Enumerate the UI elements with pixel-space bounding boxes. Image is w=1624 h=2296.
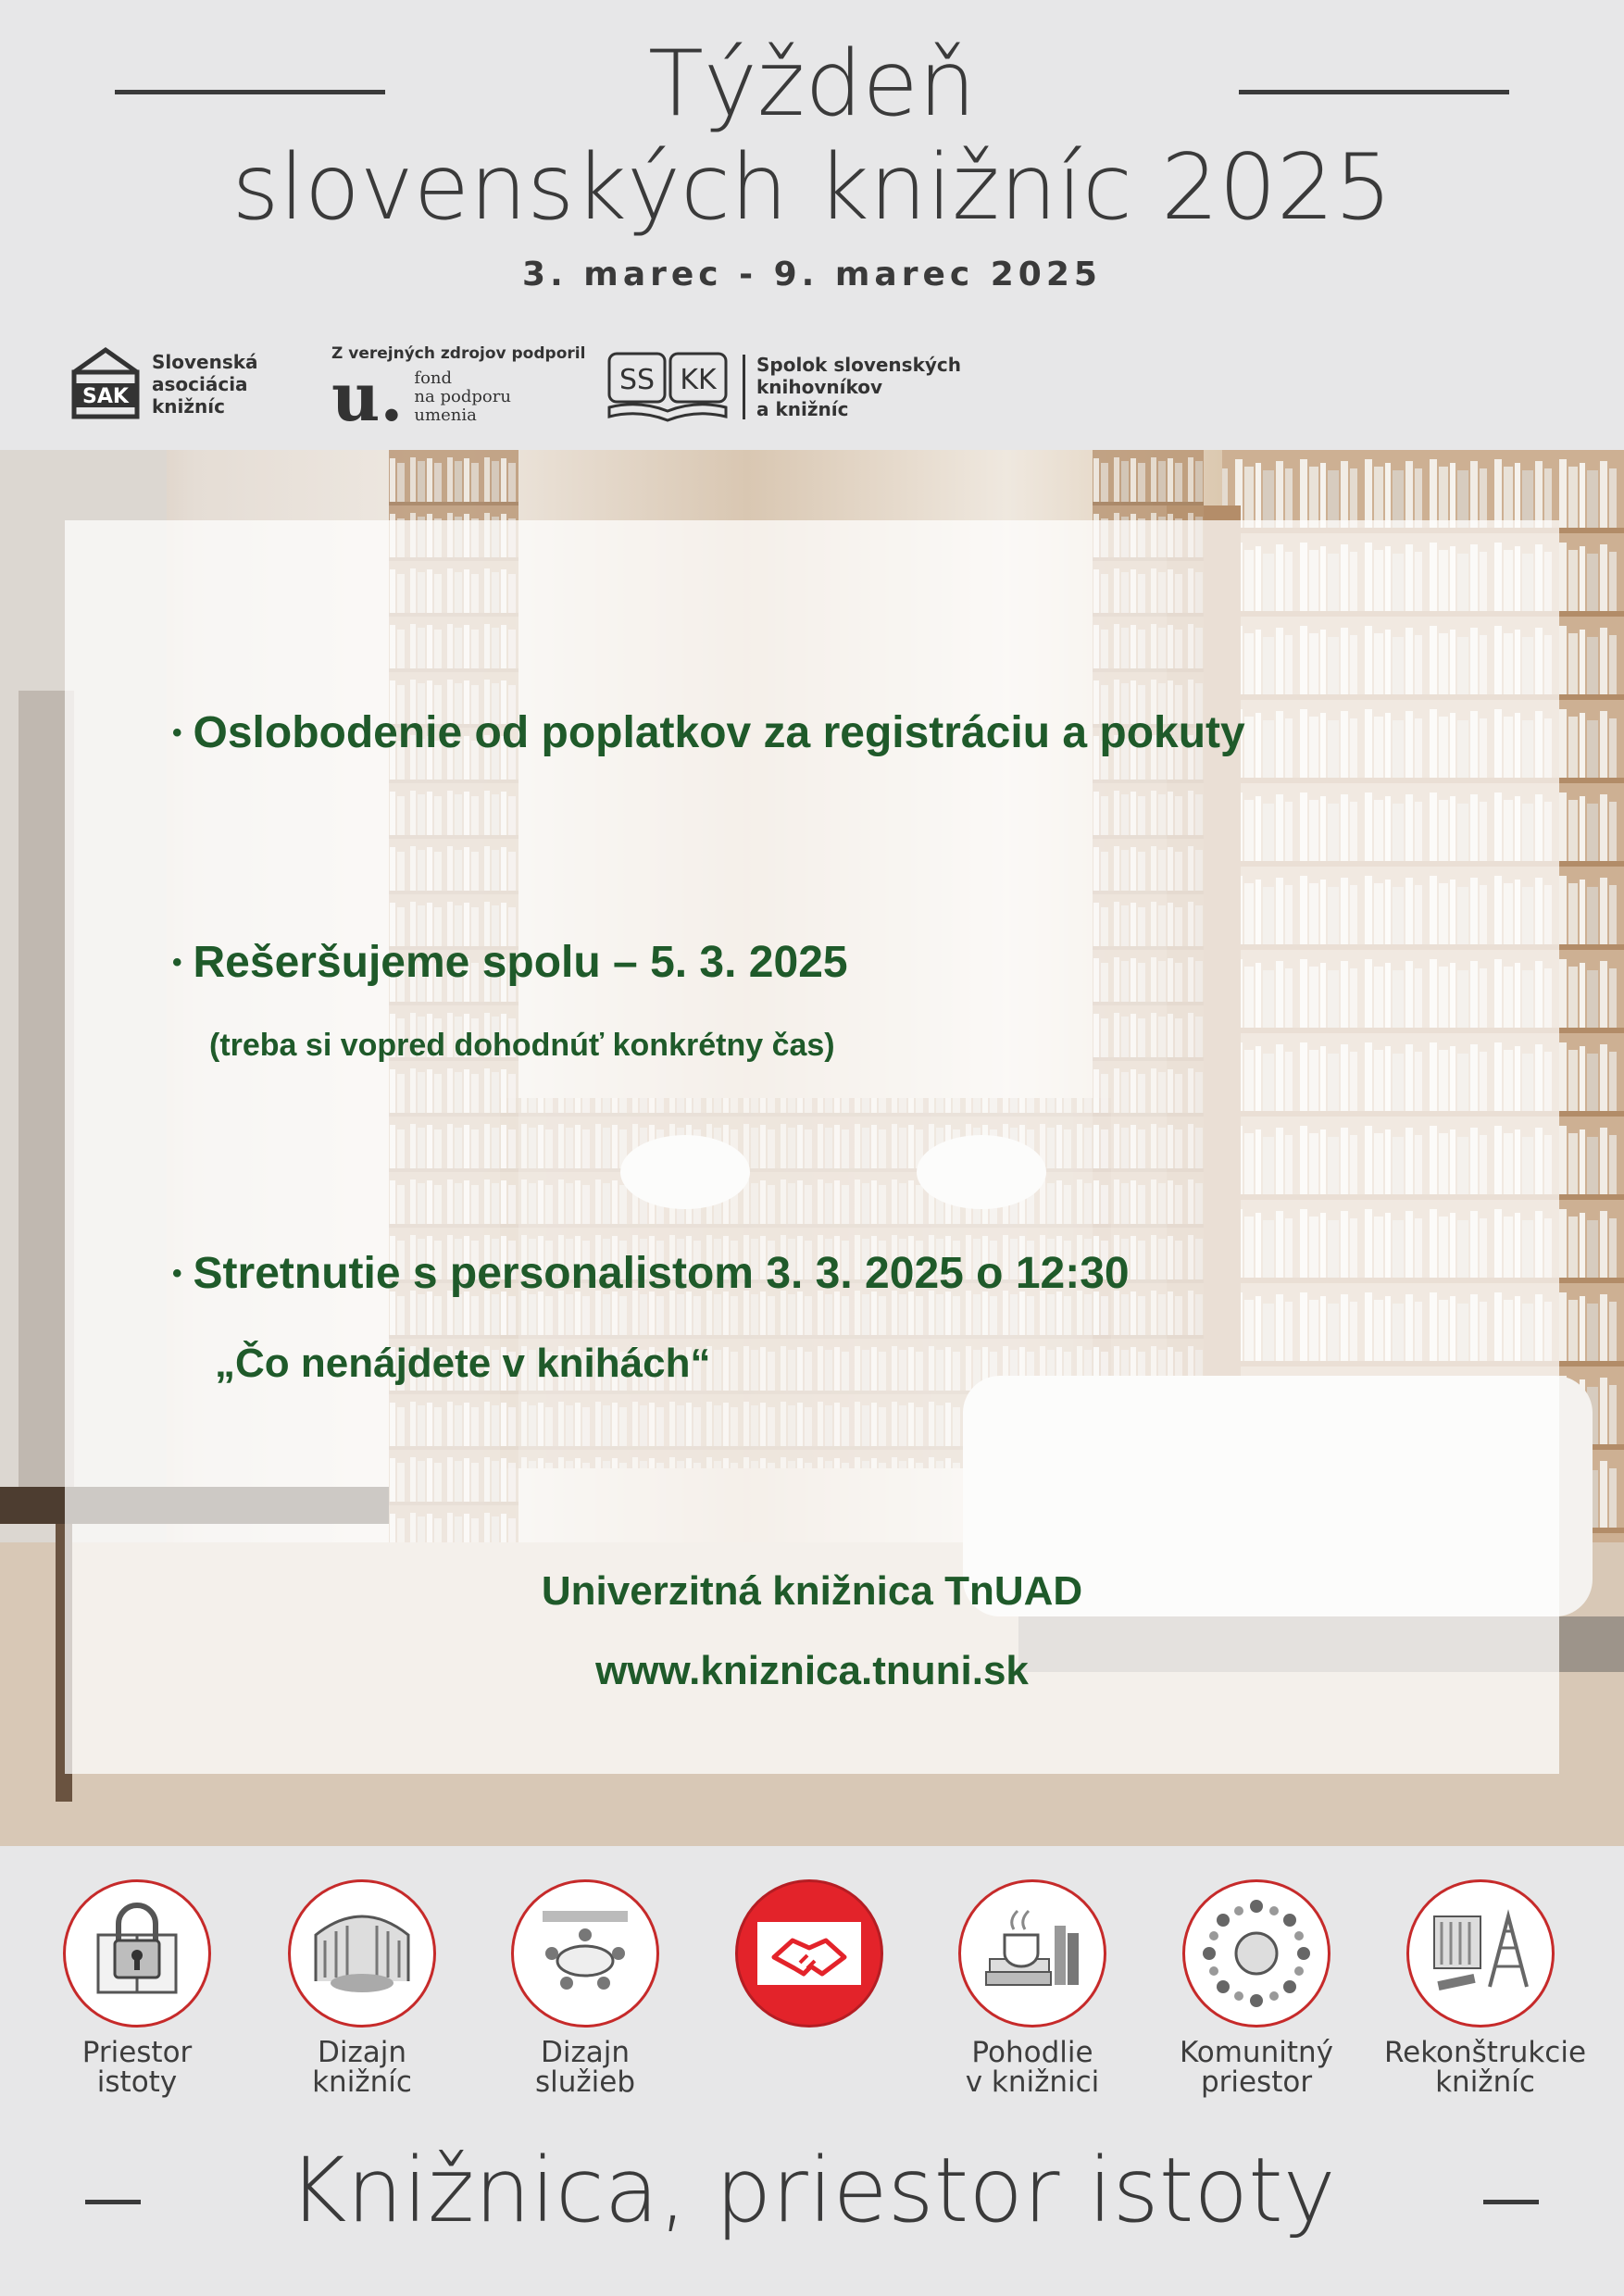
event-dates: 3. marec - 9. marec 2025: [522, 256, 1102, 293]
fpu-line: fond: [414, 368, 453, 388]
sskk-logo: [604, 350, 961, 424]
fpu-logo: [331, 344, 586, 436]
sskk-logo-icon: [604, 350, 731, 424]
fpu-line: na podporu: [414, 387, 511, 406]
offer-item-research: [172, 937, 848, 988]
theme-label: Priestor istoty: [81, 2036, 193, 2099]
bullet: •: [172, 718, 182, 748]
svg-text:KK: KK: [680, 364, 717, 396]
bullet: •: [172, 1258, 182, 1289]
sak-logo-icon: [69, 344, 143, 424]
organization-name: Univerzitná knižnica TnUAD: [541, 1568, 1083, 1614]
sak-line: Slovenská: [152, 351, 258, 373]
padlock-book-icon: [63, 1879, 211, 2028]
offer-text: Stretnutie s personalistom 3. 3. 2025 o 12:30: [193, 1249, 1130, 1298]
sskk-line: Spolok slovenských: [756, 354, 961, 376]
page-title-line1: Týždeň: [648, 31, 976, 137]
sak-logo: [69, 344, 258, 424]
fpu-mark: u.: [331, 357, 404, 436]
sak-line: asociácia: [152, 373, 248, 395]
fpu-caption: Z verejných zdrojov podporil: [331, 344, 586, 363]
coffee-books-icon: [958, 1879, 1106, 2028]
page-title-line2: slovenských knižníc 2025: [231, 135, 1393, 241]
offer-item-meeting: [172, 1248, 1130, 1299]
theme-label: Dizajn služieb: [534, 2036, 636, 2099]
offer-note-research: (treba si vopred dohodnúť konkrétny čas): [209, 1028, 835, 1063]
sskk-line: knihovníkov: [756, 376, 883, 398]
renovation-tools-icon: [1406, 1879, 1555, 2028]
offer-text: Oslobodenie od poplatkov za registráciu a pokuty: [193, 708, 1245, 757]
offer-item-fee-waiver: [172, 707, 1245, 758]
handshake-icon: [735, 1879, 883, 2028]
theme-label: Dizajn knižníc: [312, 2036, 412, 2099]
svg-text:SS: SS: [618, 364, 656, 396]
reading-room-icon: [511, 1879, 659, 2028]
offer-note-meeting: „Čo nenájdete v knihách“: [215, 1341, 711, 1386]
library-interior-icon: [288, 1879, 436, 2028]
theme-label: Pohodlie v knižnici: [965, 2036, 1100, 2099]
community-circle-icon: [1182, 1879, 1330, 2028]
theme-label: Komunitný priestor: [1179, 2036, 1333, 2099]
sak-line: knižníc: [152, 395, 225, 418]
slogan: Knižnica, priestor istoty: [288, 2139, 1336, 2242]
sak-mark: SAK: [82, 385, 129, 408]
organization-website[interactable]: www.kniznica.tnuni.sk: [595, 1648, 1029, 1693]
bullet: •: [172, 947, 182, 978]
offer-text: Rešeršujeme spolu – 5. 3. 2025: [193, 938, 848, 987]
theme-label: Rekonštrukcie knižníc: [1383, 2036, 1587, 2099]
fpu-line: umenia: [414, 406, 477, 425]
sskk-line: a knižníc: [756, 398, 849, 420]
